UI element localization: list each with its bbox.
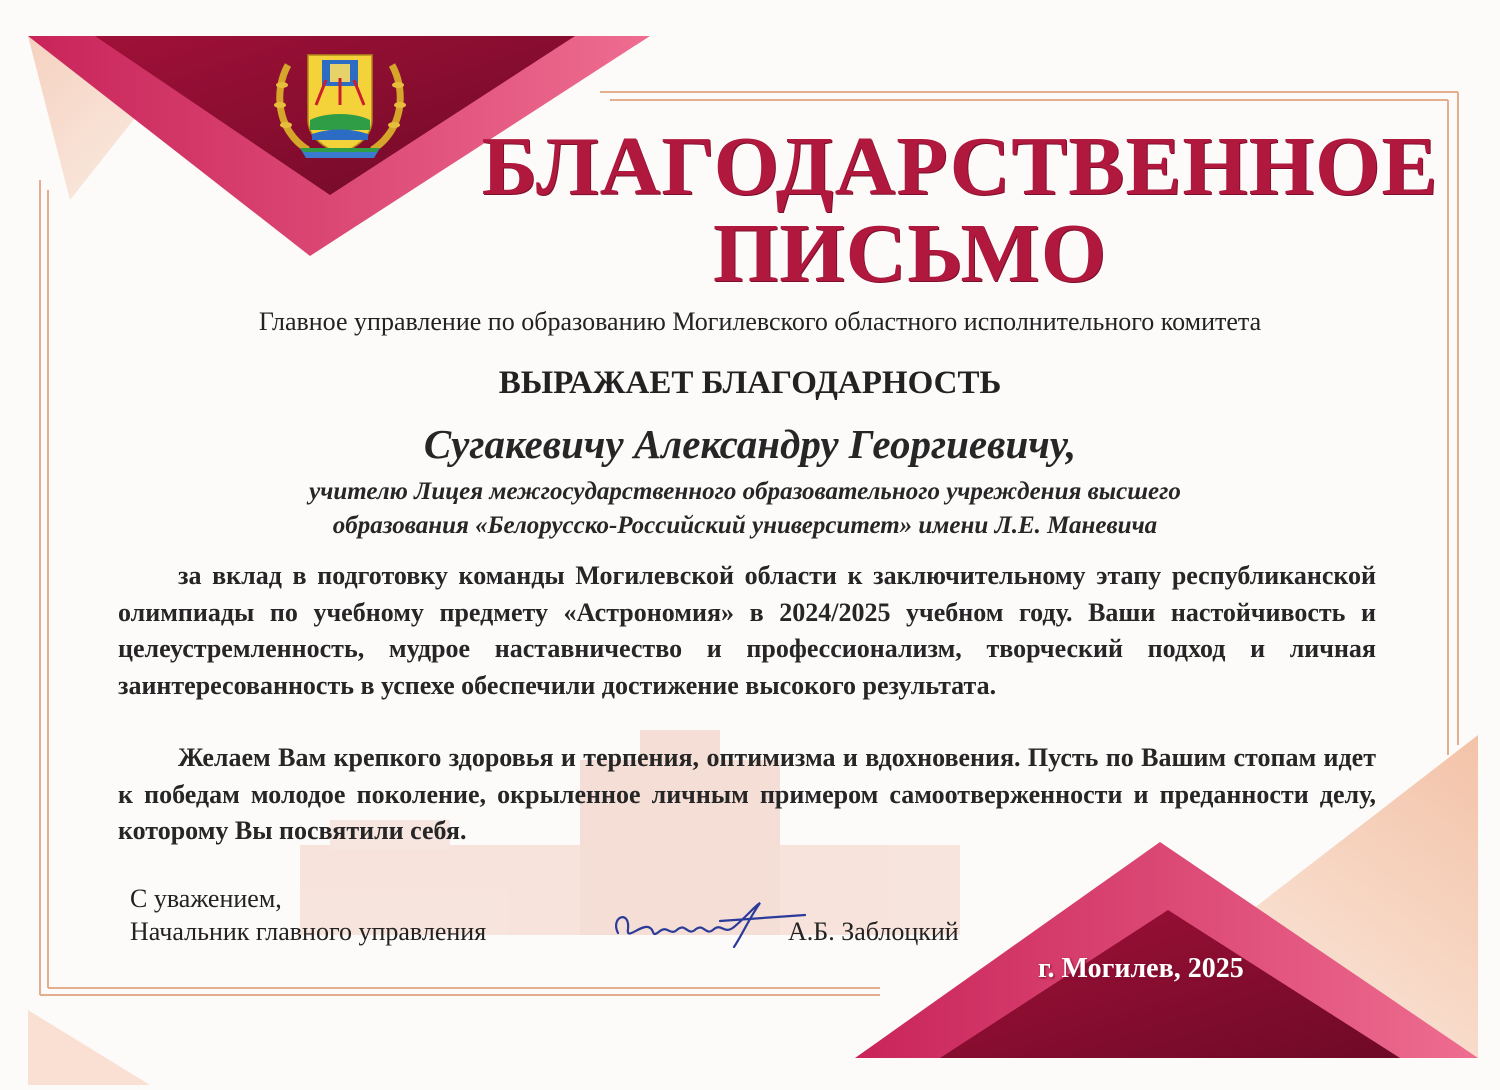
gratitude-paragraph: за вклад в подготовку команды Могилевской области к заключительному этапу республиканской олимпиады по учебному предмету «Астрономия» в 2024/2025 учебном году. Ваши настойчивость и целеустремленность, мудрое наставничество и профессионализм, творческий подход и личная заинтересованность в успехе обеспечили достижение высокого результата. xyxy=(118,561,1376,700)
mogilev-region-coat-of-arms-icon xyxy=(270,50,410,165)
document-title-line2: ПИСЬМО xyxy=(712,207,1108,300)
recipient-name: Сугакевичу Александру Георгиевичу, xyxy=(423,421,1077,467)
document-title-line1: БЛАГОДАРСТВЕННОЕ xyxy=(481,120,1439,213)
expresses-gratitude-heading: ВЫРАЖАЕТ БЛАГОДАРНОСТЬ xyxy=(498,365,1002,401)
signer-position: Начальник главного управления xyxy=(130,917,487,946)
issuing-organization: Главное управление по образованию Могилевского областного исполнительного комитета xyxy=(258,307,1262,336)
recipient-position-line1: учителю Лицея межгосударственного образовательного учреждения высшего xyxy=(309,478,1181,505)
wishes-paragraph: Желаем Вам крепкого здоровья и терпения, оптимизма и вдохновения. Пусть по Вашим стопам идет к победам молодое поколение, окрыленное личным примером самоотверженности и преданности делу, которому Вы посвятили себя. xyxy=(118,743,1376,845)
signer-name: А.Б. Заблоцкий xyxy=(788,917,959,946)
place-and-year: г. Могилев, 2025 xyxy=(1038,953,1244,984)
handwritten-signature-icon xyxy=(600,895,810,955)
bottom-left-peach-shape xyxy=(28,1010,150,1085)
recipient-position-line2: образования «Белорусско-Российский университет» имени Л.Е. Маневича xyxy=(332,512,1158,539)
regards-text: С уважением, xyxy=(130,884,282,913)
